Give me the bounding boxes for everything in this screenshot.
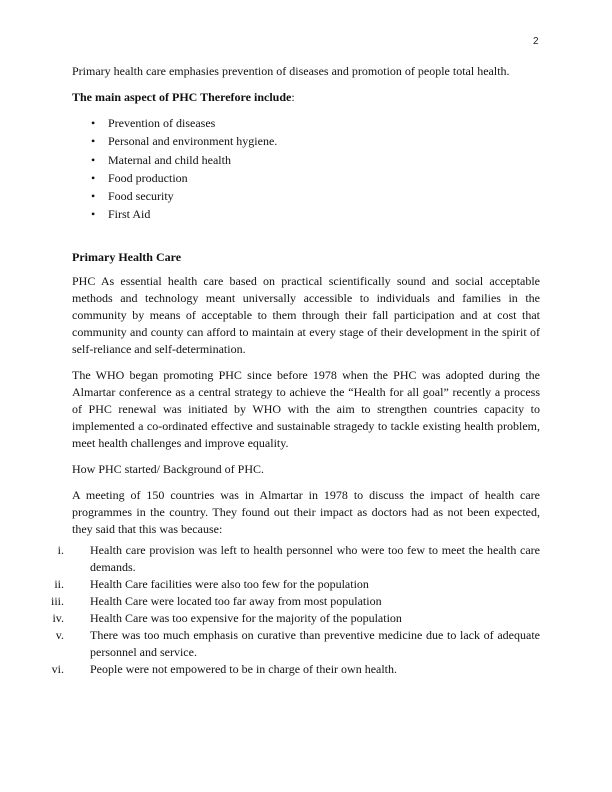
list-item [72, 188, 540, 206]
list-number: iv. [52, 610, 64, 625]
list-item-text: Food security [108, 189, 174, 204]
meeting-paragraph: A meeting of 150 countries was in Almartar in 1978 to discuss the impact of health care programmes in the country. They found out their impact as doctors had as not been expected, they said that this was because: [72, 487, 540, 536]
list-number: i. [57, 542, 64, 557]
list-number: vi. [51, 661, 64, 676]
list-item [72, 206, 540, 224]
intro-paragraph: Primary health care emphasies prevention of diseases and promotion of people total health. [72, 64, 510, 78]
background-subheading: How PHC started/ Background of PHC. [72, 461, 264, 476]
bullet-icon: • [91, 170, 96, 185]
bullet-icon: • [91, 152, 96, 167]
bullet-icon: • [91, 134, 96, 149]
list-item [72, 115, 540, 133]
list-item-text: Prevention of diseases [108, 116, 216, 130]
list-number: ii. [54, 576, 64, 591]
list-item-text: Maternal and child health [108, 152, 231, 167]
list-item [72, 133, 540, 151]
bullet-icon: • [91, 116, 96, 130]
aspects-heading-text: The main aspect of PHC Therefore include [72, 90, 292, 104]
list-item [55, 627, 540, 661]
list-item-text: Health Care was too expensive for the majority of the population [90, 610, 402, 625]
list-item-text: Food production [108, 170, 188, 185]
list-item-text: First Aid [108, 207, 151, 222]
list-item [52, 610, 540, 627]
bullet-icon: • [91, 207, 96, 222]
list-item [54, 576, 540, 593]
aspects-heading-colon: : [291, 90, 295, 104]
list-item-text: Health Care facilities were also too few for the population [90, 576, 369, 591]
list-item-text: Personal and environment hygiene. [108, 134, 278, 149]
aspects-list [72, 115, 540, 225]
list-item-text: People were not empowered to be in charge of their own health. [90, 661, 398, 676]
list-item-text: There was too much emphasis on curative than preventive medicine due to lack of adequate personnel and service. [90, 627, 540, 659]
list-item [50, 593, 540, 610]
section-heading: Primary Health Care [72, 249, 182, 264]
list-item-text: Health care provision was left to health personnel who were too few to meet the health care demands. [90, 542, 540, 574]
list-item [72, 170, 540, 188]
phc-definition-paragraph: PHC As essential health care based on practical scientifically sound and social acceptable methods and technology meant universally accessible to individuals and families in the community by means of acceptable to them through their fall participation and at cost that community and county can afford to maintain at every stage of their development in the spirit of self-reliance and self-determination. [72, 273, 540, 356]
list-item-text: Health Care were located too far away from most population [90, 593, 382, 608]
reasons-list [50, 542, 540, 678]
page-number: 2 [533, 36, 539, 47]
list-item [51, 661, 540, 678]
who-history-paragraph: The WHO began promoting PHC since before 1978 when the PHC was adopted during the Almartar conference as a central strategy to achieve the “Health for all goal” recently a process of PHC renewal was initiated by WHO with the aim to strengthen countries capacity to implemented a co-ordinated effective and sustainable stragedy to tackle existing health problem, meet health challenges and improve equality. [72, 367, 540, 450]
list-item [57, 542, 540, 576]
bullet-icon: • [91, 189, 96, 204]
list-number: iii. [50, 593, 64, 608]
list-number: v. [55, 627, 64, 642]
aspects-heading [72, 89, 540, 106]
list-item [72, 152, 540, 170]
document-body [50, 63, 540, 678]
